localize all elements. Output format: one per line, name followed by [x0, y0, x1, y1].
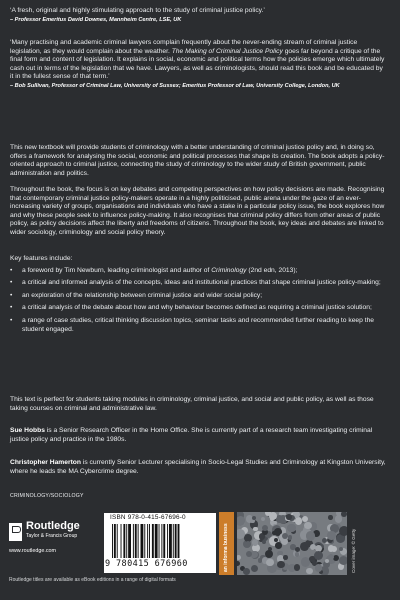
cover-image-credit: Cover image: © Getty — [351, 528, 356, 573]
list-item: • a range of case studies, critical thinking discussion topics, seminar tasks and recommended further reading to keep the student engaged. — [10, 316, 375, 333]
barcode-bar — [117, 524, 118, 558]
barcode-bar — [112, 524, 113, 558]
crowd-dot — [283, 555, 288, 560]
barcode-bar — [133, 524, 134, 558]
bullet: • — [10, 304, 13, 312]
crowd-dot — [335, 515, 342, 522]
crowd-dot — [331, 546, 337, 552]
list-item: • an exploration of the relationship between criminal justice and wider social policy; — [10, 291, 263, 299]
bullet: • — [10, 316, 13, 324]
barcode-bar — [155, 524, 158, 558]
crowd-dot — [265, 550, 274, 559]
bullet: • — [10, 291, 13, 299]
barcode-bar — [152, 524, 154, 558]
focus-paragraph: Throughout the book, the focus is on key debates and competing perspectives on how policy decisions are made. Recognising that contemporary criminal justice policy-makers operate in a highly politicised, public arena under the gaze of an ever-increasing variety of groups, organisations and individuals who have a stake in a particular policy issue, the book explores how and why these people seek to influence policy-making. It also recognises that criminal policy differs from other areas of public policy, as policy decisions affect the liberty and freedoms of citizens. Throughout the book, key ideas and debates are linked to wider sociology, criminology and social policy theory. — [10, 186, 385, 236]
crowd-dot — [310, 544, 316, 550]
crowd-dot — [251, 565, 259, 573]
crowd-dot — [262, 525, 268, 531]
crowd-dot — [341, 512, 347, 517]
crowd-dot — [237, 555, 241, 560]
author-bio-hamerton — [10, 459, 388, 476]
author-bio-hobbs — [10, 427, 388, 444]
barcode-bar — [147, 524, 148, 558]
barcode-bar — [161, 524, 162, 558]
informa-tag-text: an informa business — [223, 523, 229, 572]
barcode-bar — [123, 524, 125, 558]
quote-attribution: – Bob Sullivan, Professor of Criminal Law, University of Sussex; Emeritus Professor of Law, University College, London, UK — [10, 82, 340, 89]
crowd-dot — [294, 564, 301, 571]
barcode-bar — [149, 524, 150, 558]
author-name: Sue Hobbs — [10, 427, 45, 434]
isbn-digits: 9 780415 676960 — [105, 559, 188, 569]
crowd-dot — [315, 564, 323, 572]
list-item: • a foreword by Tim Newburn, leading criminologist and author of Criminology (2nd edn, 2013); — [10, 266, 298, 274]
crowd-dot — [252, 539, 259, 546]
key-features — [10, 255, 388, 338]
key-features-list — [10, 267, 388, 335]
publisher-name: Routledge — [26, 520, 80, 532]
barcode-bar — [163, 524, 165, 558]
bullet: • — [10, 266, 13, 274]
crowd-dot — [266, 559, 273, 566]
bullet: • — [10, 279, 13, 287]
crowd-dot — [327, 531, 335, 539]
crowd-dot — [306, 531, 315, 540]
crowd-dot — [288, 535, 293, 540]
crowd-dot — [253, 527, 258, 532]
barcode-bar — [167, 524, 168, 558]
crowd-dot — [314, 551, 323, 560]
quote-sullivan — [10, 39, 388, 90]
key-features-heading: Key features include: — [10, 255, 73, 262]
crowd-dot — [339, 556, 347, 565]
crowd-dot — [237, 529, 245, 539]
list-item: • a critical analysis of the debate about how and why behaviour becomes defined as requiring a criminal justice solution; — [10, 304, 372, 312]
barcode-bar — [169, 524, 172, 558]
barcode-bar — [141, 524, 144, 558]
barcode-bar — [175, 524, 177, 558]
crowd-dot — [286, 514, 292, 520]
barcode-bar — [159, 524, 160, 558]
publisher-logo — [9, 515, 101, 573]
audience-paragraph: This text is perfect for students taking modules in criminology, criminal justice, and social and public policy, as well as those taking courses on criminal and administrative law. — [10, 396, 374, 412]
barcode-bar — [135, 524, 137, 558]
barcode-bar — [126, 524, 127, 558]
list-item: • a critical and informed analysis of the concepts, ideas and institutional practices that shape criminal justice policy-making; — [10, 279, 381, 287]
cover-image-crowd — [237, 512, 347, 575]
barcode-bars — [112, 524, 208, 558]
author-bio: is currently Senior Lecturer specialising in Socio-Legal Studies and Criminology at Kingston University, where he leads the MA Cybercrime degree. — [10, 459, 386, 475]
quote-attribution: – Professor Emeritus David Downes, Mannheim Centre, LSE, UK — [10, 16, 182, 23]
crowd-dot — [339, 526, 347, 536]
crowd-dot — [261, 517, 265, 521]
crowd-dot — [306, 568, 313, 575]
crowd-dot — [328, 515, 333, 520]
barcode-bar — [178, 524, 180, 558]
crowd-dot — [277, 561, 285, 569]
crowd-dot — [252, 516, 256, 520]
barcode-bar — [121, 524, 122, 558]
quote-text: ‘A fresh, original and highly stimulating approach to the study of criminal justice policy.’ — [10, 7, 265, 14]
isbn-barcode — [104, 513, 216, 573]
crowd-dot — [243, 568, 250, 575]
crowd-dot — [302, 516, 308, 522]
publisher-url: www.routledge.com — [9, 548, 57, 554]
ebook-note: Routledge titles are available as eBook editions in a range of digital formats — [9, 577, 176, 583]
crowd-dot — [295, 552, 299, 556]
barcode-bar — [173, 524, 174, 558]
subject-category: CRIMINOLOGY/SOCIOLOGY — [10, 493, 84, 499]
crowd-dot — [262, 540, 266, 544]
informa-tag — [219, 512, 234, 575]
author-name: Christopher Hamerton — [10, 459, 81, 466]
barcode-bar — [128, 524, 131, 558]
crowd-dot — [258, 558, 263, 563]
barcode-bar — [114, 524, 116, 558]
crowd-dot — [237, 561, 240, 566]
book-title-italic: The Making of Criminal Justice Policy — [171, 47, 283, 55]
barcode-bar — [144, 524, 145, 558]
barcode-bar — [138, 524, 139, 558]
isbn-label: ISBN 978-0-415-67696-0 — [110, 514, 186, 521]
crowd-dot — [287, 524, 295, 532]
author-bio: is a Senior Research Officer in the Home Office. She is currently part of a research team investigating criminal justice policy and practice in the 1980s. — [10, 427, 373, 443]
quote-downes — [10, 7, 388, 24]
publisher-group: Taylor & Francis Group — [26, 533, 78, 539]
quote-text: ‘Many practising and academic criminal lawyers complain frequently about the never-ending stream of criminal justice legislation, as they would complain about the weather. The Making of Criminal Justice Policy goes far beyond a critique of the final form and content of legislation. It explains in social, economic and political terms how the policies emerge which ultimately cash out in terms of the legislation that we have. Lawyers, as well as criminologists, should read this book and be educated by it in the fullest sense of that term.’ — [10, 39, 385, 81]
routledge-mark-icon — [9, 523, 22, 541]
intro-paragraph: This new textbook will provide students of criminology with a better understanding of criminal justice policy and, in doing so, offers a framework for analysing the social, economic and political processes that shape its creation. The book adopts a policy-oriented approach to criminal justice, connecting the study of criminology to the wider study of British government, public administration and politics. — [10, 144, 385, 177]
